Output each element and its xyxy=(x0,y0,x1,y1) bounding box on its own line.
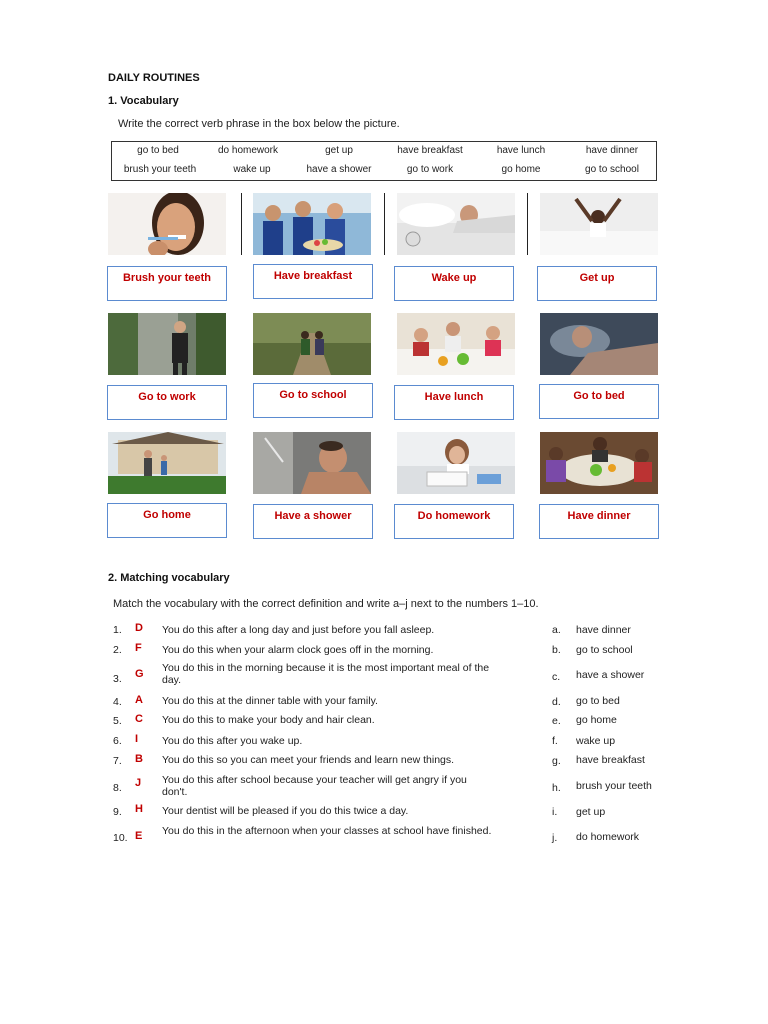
option-letter: a. xyxy=(552,624,561,636)
word-box-item: get up xyxy=(325,145,353,156)
option-word: have dinner xyxy=(576,624,631,636)
section1-instruction: Write the correct verb phrase in the box below the picture. xyxy=(118,118,400,130)
picture-have-dinner xyxy=(540,432,658,494)
word-box-row-1 xyxy=(112,145,656,164)
question-number: 10. xyxy=(113,832,128,844)
question-number: 6. xyxy=(113,735,122,747)
option-letter: h. xyxy=(552,782,561,794)
question-number: 3. xyxy=(113,673,122,685)
picture-go-home xyxy=(108,432,226,494)
word-box-item: have a shower xyxy=(306,164,372,175)
definition-text: You do this after a long day and just before you fall asleep. xyxy=(162,624,435,636)
definition-text: You do this so you can meet your friends and learn new things. xyxy=(162,754,455,766)
picture-have-a-shower xyxy=(253,432,371,494)
option-word: get up xyxy=(576,806,606,818)
answer-text: Get up xyxy=(579,272,615,284)
picture-do-homework xyxy=(397,432,515,494)
question-number: 2. xyxy=(113,644,122,656)
word-box-item: go to work xyxy=(406,164,454,175)
picture-wake-up xyxy=(397,193,515,255)
option-letter: j. xyxy=(552,832,558,844)
answer-text: Do homework xyxy=(417,510,491,522)
option-word: have breakfast xyxy=(576,754,645,766)
answer-box-9[interactable] xyxy=(107,503,227,538)
answer-text: Go to bed xyxy=(573,390,625,402)
option-letter: f. xyxy=(552,735,558,747)
section2-instruction: Match the vocabulary with the correct definition and write a–j next to the numbers 1–10. xyxy=(113,598,539,610)
picture-go-to-work xyxy=(108,313,226,375)
answer-box-1[interactable] xyxy=(107,266,227,301)
word-box-item: go to school xyxy=(585,164,639,175)
option-letter: c. xyxy=(552,671,561,683)
answer-box-2[interactable] xyxy=(253,264,373,299)
answer-box-10[interactable] xyxy=(253,504,373,539)
answer-letter[interactable]: H xyxy=(135,803,143,815)
option-word: go home xyxy=(576,714,617,726)
answer-text: Have breakfast xyxy=(273,270,353,282)
picture-get-up xyxy=(540,193,658,255)
word-box-item: wake up xyxy=(233,164,271,175)
option-word: go to bed xyxy=(576,695,620,707)
answer-letter[interactable]: J xyxy=(135,777,142,789)
definition-text: You do this when your alarm clock goes off in the morning. xyxy=(162,644,434,656)
word-box xyxy=(111,141,657,181)
answer-box-12[interactable] xyxy=(539,504,659,539)
answer-box-11[interactable] xyxy=(394,504,514,539)
column-separator xyxy=(527,193,528,255)
section2-title: 2. Matching vocabulary xyxy=(108,572,230,584)
picture-brush-teeth xyxy=(108,193,226,255)
word-box-item: brush your teeth xyxy=(123,164,197,175)
answer-text: Go to work xyxy=(138,391,196,403)
answer-letter[interactable]: C xyxy=(135,713,143,725)
question-number: 4. xyxy=(113,696,122,708)
option-word: brush your teeth xyxy=(576,780,652,792)
answer-letter[interactable]: B xyxy=(135,753,143,765)
answer-text: Go home xyxy=(143,509,191,521)
definition-text: You do this after school because your teacher will get angry if you don't. xyxy=(162,774,467,798)
picture-have-breakfast xyxy=(253,193,371,255)
option-letter: d. xyxy=(552,696,561,708)
definition-text: You do this at the dinner table with your family. xyxy=(162,695,378,707)
answer-letter[interactable]: D xyxy=(135,622,143,634)
question-number: 5. xyxy=(113,715,122,727)
word-box-item: have breakfast xyxy=(397,145,463,156)
column-separator xyxy=(384,193,385,255)
word-box-item: do homework xyxy=(217,145,279,156)
definition-text: Your dentist will be pleased if you do this twice a day. xyxy=(162,805,409,817)
option-letter: b. xyxy=(552,644,561,656)
option-word: do homework xyxy=(576,831,640,843)
option-word: have a shower xyxy=(576,669,645,681)
answer-letter[interactable]: G xyxy=(135,668,144,680)
answer-box-4[interactable] xyxy=(537,266,657,301)
answer-text: Wake up xyxy=(431,272,477,284)
definition-text: You do this after you wake up. xyxy=(162,735,303,747)
answer-letter[interactable]: E xyxy=(135,830,143,842)
answer-text: Have a shower xyxy=(274,510,352,522)
answer-box-6[interactable] xyxy=(253,383,373,418)
question-number: 8. xyxy=(113,782,122,794)
question-number: 1. xyxy=(113,624,122,636)
picture-go-to-school xyxy=(253,313,371,375)
answer-box-5[interactable] xyxy=(107,385,227,420)
word-box-item: have dinner xyxy=(585,145,639,156)
answer-letter[interactable]: F xyxy=(135,642,142,654)
question-number: 9. xyxy=(113,806,122,818)
option-letter: i. xyxy=(552,806,558,818)
option-word: go to school xyxy=(576,644,633,656)
word-box-item: go to bed xyxy=(137,145,179,156)
definition-text: You do this in the morning because it is the most important meal of the day. xyxy=(162,662,490,686)
word-box-item: have lunch xyxy=(496,145,546,156)
answer-letter[interactable]: I xyxy=(135,733,139,745)
option-letter: e. xyxy=(552,715,561,727)
answer-text: Brush your teeth xyxy=(122,272,211,284)
option-word: wake up xyxy=(576,735,616,747)
answer-box-7[interactable] xyxy=(394,385,514,420)
section1-title: 1. Vocabulary xyxy=(108,95,179,107)
answer-text: Have dinner xyxy=(567,510,631,522)
answer-text: Have lunch xyxy=(424,391,484,403)
answer-letter[interactable]: A xyxy=(135,694,143,706)
column-separator xyxy=(241,193,242,255)
picture-have-lunch xyxy=(397,313,515,375)
word-box-item: go home xyxy=(501,164,541,175)
answer-text: Go to school xyxy=(279,389,347,401)
option-letter: g. xyxy=(552,755,561,767)
answer-box-3[interactable] xyxy=(394,266,514,301)
picture-go-to-bed xyxy=(540,313,658,375)
page-heading: DAILY ROUTINES xyxy=(108,72,200,84)
word-box-row-2 xyxy=(112,164,656,183)
definition-text: You do this to make your body and hair clean. xyxy=(162,714,375,726)
answer-box-8[interactable] xyxy=(539,384,659,419)
definition-text: You do this in the afternoon when your classes at school have finished. xyxy=(162,825,492,837)
question-number: 7. xyxy=(113,755,122,767)
